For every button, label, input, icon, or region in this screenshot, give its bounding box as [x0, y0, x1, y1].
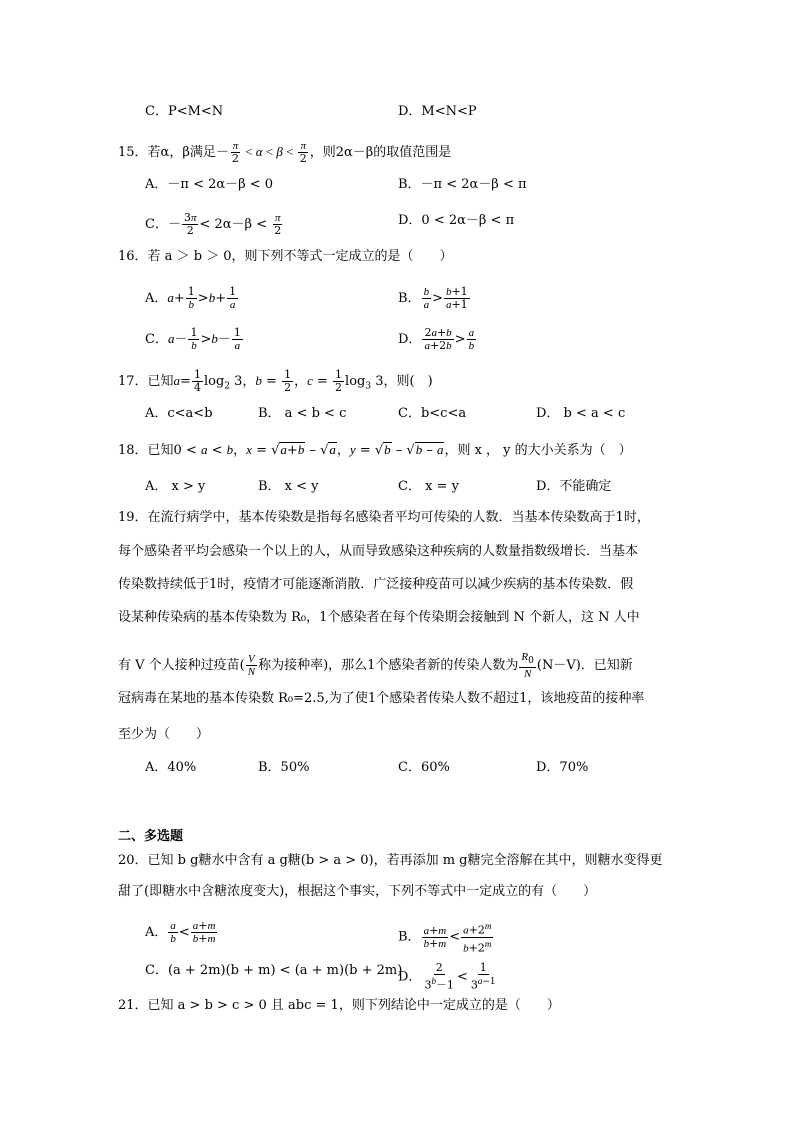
q18-option-d: D．不能确定 — [536, 479, 612, 494]
q15-option-c-post: < 2α－β < — [199, 217, 272, 232]
q19-line-7: 至少为（ ） — [118, 727, 210, 742]
q17-option-b: B． a < b < c — [258, 406, 347, 421]
q20-line-2: 甜了(即糖水中含糖浓度变大)，根据这个事实，下列不等式中一定成立的有（ ） — [118, 884, 597, 899]
q19-line-6: 冠病毒在某地的基本传染数 R₀=2.5,为了使1个感染者传染人数不超过1，该地疫苗的接种率 — [118, 691, 645, 706]
q18-stem: 18．已知0 < a < b，x = √a+b – √a，y = √b – √b – a，则 x ， y 的大小关系为（ ） — [118, 442, 632, 458]
q18-stem-post: ，则 x ， y 的大小关系为（ ） — [444, 443, 632, 458]
q20-option-d: D． $\frac{2}{3^b-1}$ < $\frac{1}{3^{a-1}}$ — [398, 961, 496, 992]
q16-option-b-label: B． — [398, 291, 421, 306]
q17-stem-post: ，则( ) — [383, 374, 433, 389]
q16-stem: 16．若 a ＞ b ＞ 0，则下列不等式一定成立的是（ ） — [118, 249, 453, 264]
q15-option-d: D．0 < 2α－β < π — [398, 213, 515, 228]
q17-option-d: D． b < a < c — [536, 406, 626, 421]
q19-option-c: C．60% — [398, 760, 450, 775]
q16-option-a: A．a+ $\frac{1}{b}$ >b+ $\frac{1}{a}$ — [145, 285, 237, 311]
q18-stem-pre: 18．已知 — [118, 443, 174, 458]
q18-option-b: B． x < y — [258, 479, 319, 494]
q19-line-2: 每个感染者平均会感染一个以上的人，从而导致感染这种疾病的人数量指数级增长．当基本 — [118, 544, 639, 559]
q15-option-a: A．－π < 2α－β < 0 — [145, 177, 274, 192]
q19-line-5-mid: 称为接种率)，那么1个感染者新的传染人数为 — [258, 658, 519, 674]
q20-option-a: A． $\frac{a}{b}$ < $\frac{a+m}{b+m}$ — [145, 919, 216, 945]
q19-line-5-post: (N－V)．已知新 — [536, 658, 633, 674]
q17-option-c: C．b<c<a — [398, 406, 467, 421]
q19-line-4: 设某种传染病的基本传染数为 R₀，1个感染者在每个传染期会接触到 N 个新人，这 N 人中 — [118, 610, 640, 625]
q19-line-5: 有 V 个人接种过疫苗( $\frac{V}{N}$ 称为接种率)，那么1个感染者新的传染人数为 $\frac{R_0}{N}$ (N－V)．已知新 — [118, 651, 633, 681]
q15-option-c-pre: C．－ — [145, 217, 181, 232]
q14-option-d: D．M<N<P — [398, 104, 477, 119]
q19-line-1: 19．在流行病学中，基本传染数是指每名感染者平均可传染的人数．当基本传染数高于1时， — [118, 510, 650, 525]
q20-option-b: B． $\frac{a+m}{b+m}$ < $\frac{a+2^m}{b+2^m}$ — [398, 921, 492, 955]
q15-stem-pre: 15．若α，β满足 — [118, 145, 216, 160]
q15-option-c: C．－ $\frac{3\pi}{2}$ < 2α－β < $\frac{\pi}{2}$ — [145, 211, 282, 237]
q19-option-a: A．40% — [145, 760, 197, 775]
q19-line-5-pre: 有 V 个人接种过疫苗( — [118, 658, 245, 674]
q16-option-b: B． $\frac{b}{a}$ > $\frac{b+1}{a+1}$ — [398, 285, 468, 311]
q16-option-a-label: A． — [145, 291, 168, 306]
q17-stem: 17．已知a= $\frac{1}{4}$ $\log_2 3$，b = $\frac{1}{2}$ ，c = $\frac{1}{2}$ $\log_3 3$，则( ) — [118, 368, 433, 394]
q14-option-c: C．P<M<N — [145, 104, 224, 119]
q16-option-d-label: D． — [398, 332, 422, 347]
q20-option-a-label: A． — [145, 925, 168, 940]
q16-option-c: C．a－ $\frac{1}{b}$ >b－ $\frac{1}{a}$ — [145, 326, 241, 352]
q20-option-b-label: B． — [398, 929, 421, 945]
q17-stem-pre: 17．已知 — [118, 374, 174, 389]
q15-option-b: B．－π < 2α－β < π — [398, 177, 527, 192]
q18-option-a: A． x > y — [145, 479, 206, 494]
q18-option-c: C． x = y — [398, 479, 459, 494]
q20-line-1: 20．已知 b g糖水中含有 a g糖(b > a > 0)，若再添加 m g糖完全溶解在其中，则糖水变得更 — [118, 853, 663, 868]
q20-option-d-label: D． — [398, 969, 422, 985]
q19-option-b: B．50% — [258, 760, 310, 775]
q15-stem-post: ，则2α－β的取值范围是 — [309, 145, 452, 160]
q19-option-d: D．70% — [536, 760, 589, 775]
q16-option-c-label: C． — [145, 332, 168, 347]
q17-option-a: A．c<a<b — [145, 406, 213, 421]
section-heading-multiple-choice: 二、多选题 — [118, 829, 184, 844]
q15-stem: 15．若α，β满足－ $\frac{\pi}{2}$ < α < β < $\frac{\pi}{2}$ ，则2α－β的取值范围是 — [118, 140, 452, 165]
q21-stem: 21．已知 a > b > c > 0 且 abc = 1，则下列结论中一定成立的是（ ） — [118, 998, 560, 1013]
q16-option-d: D． $\frac{2a+b}{a+2b}$ > $\frac{a}{b}$ — [398, 326, 475, 352]
q19-line-3: 传染数持续低于1时，疫情才可能逐渐消散．广泛接种疫苗可以减少疾病的基本传染数．假 — [118, 577, 634, 592]
q20-option-c: C．(a + 2m)(b + m) < (a + m)(b + 2m) — [145, 963, 403, 978]
